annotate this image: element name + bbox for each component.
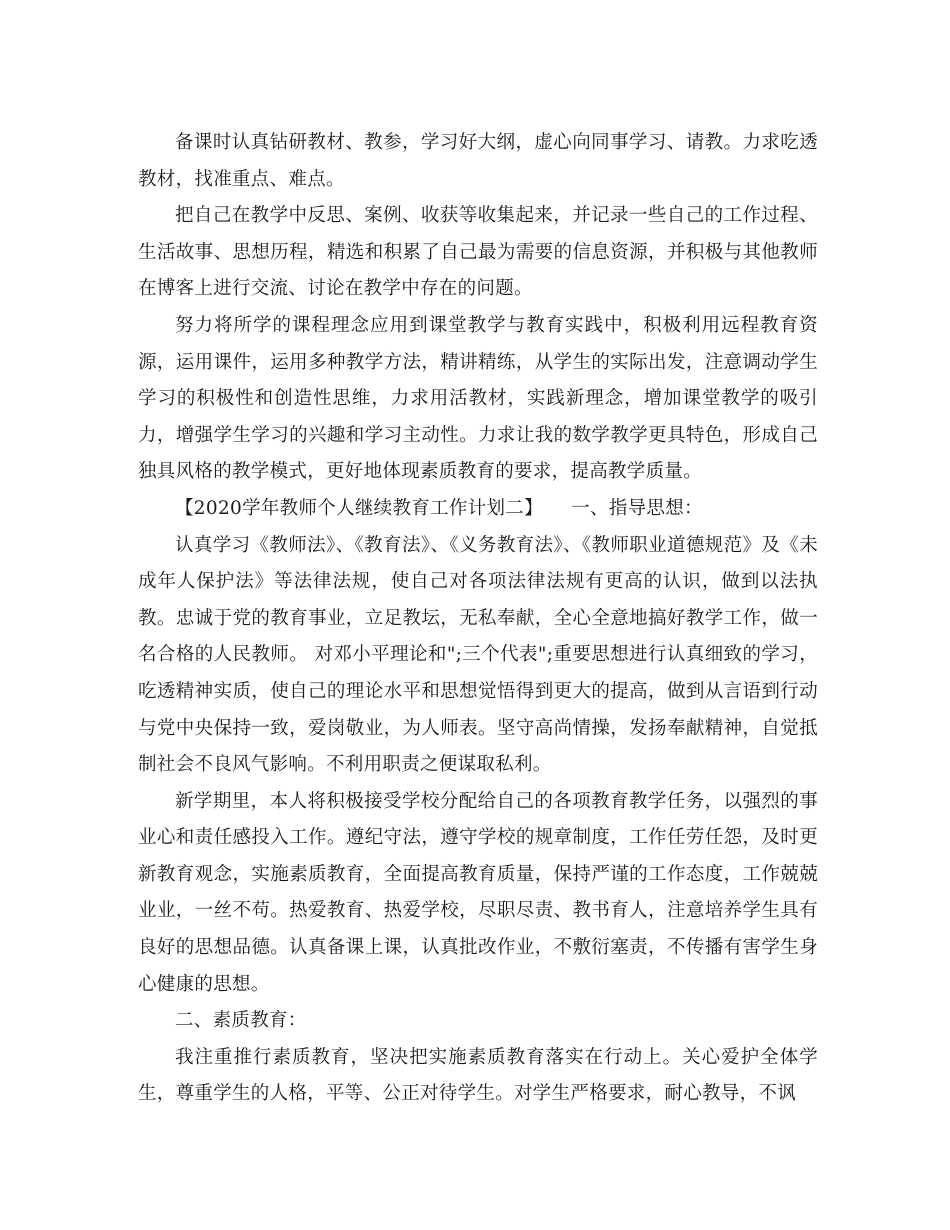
section-heading-quality-education: 二、素质教育： <box>175 1010 307 1032</box>
document-body <box>138 125 818 1113</box>
paragraph-curriculum: 努力将所学的课程理念应用到课堂教学与教育实践中，积极利用远程教育资源，运用课件，运用多种教学方法，精讲精练，从学生的实际出发，注意调动学生学习的积极性和创造性思维，力求用活教材，实践新理念，增加课堂教学的吸引力，增强学生学习的兴趣和学习主动性。力求让我的数学教学更具特色，形成自己独具风格的教学模式，更好地体现素质教育的要求，提高教学质量。 <box>138 314 818 483</box>
paragraph-laws-study: 认真学习《教师法》、《教育法》、《义务教育法》、《教师职业道德规范》及《未成年人保护法》等法律法规，使自己对各项法律法规有更高的认识，做到以法执教。忠诚于党的教育事业，立足教坛，无私奉献，全心全意地搞好教学工作，做一名合格的人民教师。 对邓小平理论和";三个代表";重要思想进行认真细致的学习，吃透精神实质，使自己的理论水平和思想觉悟得到更大的提高，做到从言语到行动与党中央保持一致，爱岗敬业，为人师表。坚守高尚情操，发扬奉献精神，自觉抵制社会不良风气影响。不利用职责之便谋取私利。 <box>138 534 818 776</box>
paragraph-reflection: 把自己在教学中反思、案例、收获等收集起来，并记录一些自己的工作过程、生活故事、思想历程，精选和积累了自己最为需要的信息资源，并积极与其他教师在博客上进行交流、讨论在教学中存在的问题。 <box>138 205 818 300</box>
paragraph-quality-education: 我注重推行素质教育，坚决把实施素质教育落实在行动上。关心爱护全体学生，尊重学生的人格，平等、公正对待学生。对学生严格要求，耐心教导，不讽 <box>138 1046 818 1105</box>
section-heading-plan-two: 【2020学年教师个人继续教育工作计划二】 一、指导思想： <box>175 497 703 519</box>
paragraph-lesson-prep: 备课时认真钻研教材、教参，学习好大纲，虚心向同事学习、请教。力求吃透教材，找准重点、难点。 <box>138 132 818 190</box>
paragraph-new-semester: 新学期里，本人将积极接受学校分配给自己的各项教育教学任务，以强烈的事业心和责任感投入工作。遵纪守法，遵守学校的规章制度，工作任劳任怨，及时更新教育观念，实施素质教育，全面提高教育质量，保持严谨的工作态度，工作兢兢业业，一丝不苟。热爱教育、热爱学校，尽职尽责、教书育人，注意培养学生具有良好的思想品德。认真备课上课，认真批改作业，不敷衍塞责，不传播有害学生身心健康的思想。 <box>138 790 818 995</box>
